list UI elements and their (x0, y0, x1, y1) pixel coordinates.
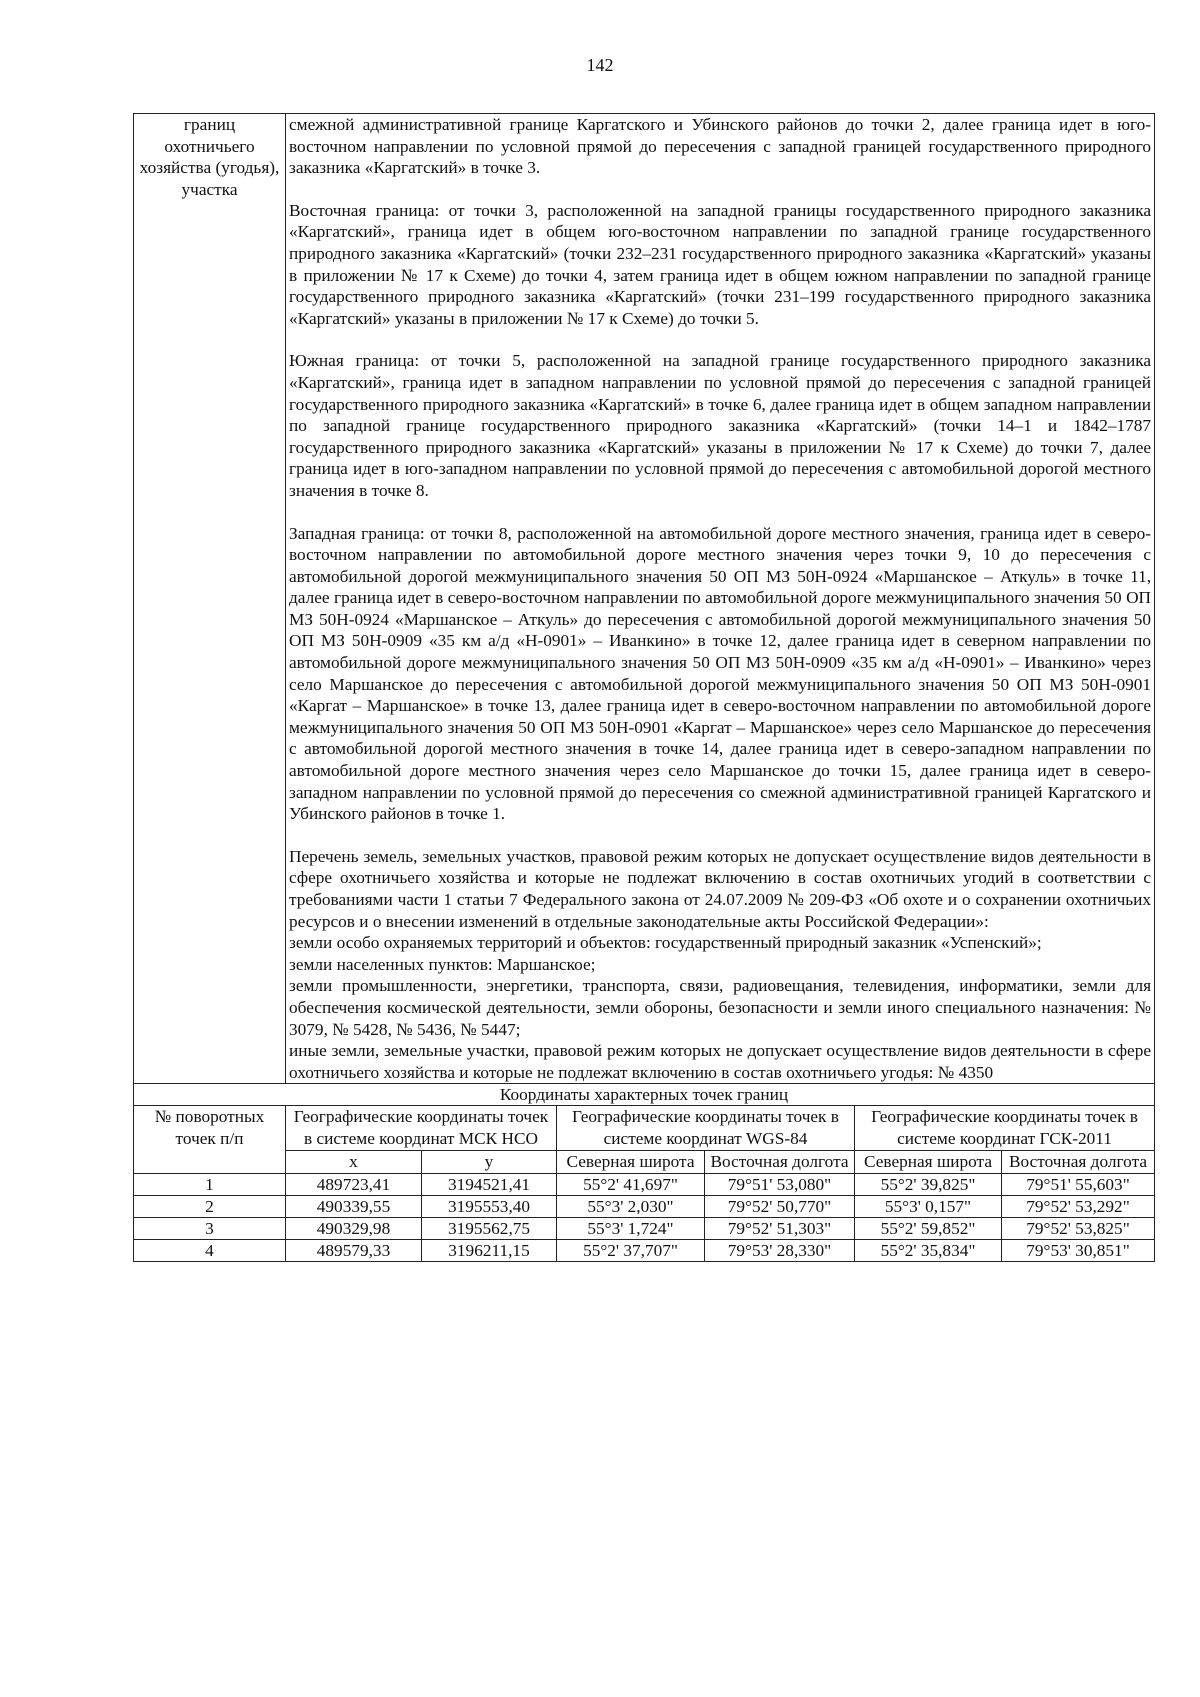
east-boundary-paragraph: Восточная граница: от точки 3, расположенной на западной границы государственного природного заказника «Каргатский», граница идет в общем юго-восточном направлении по западной границе государственного природного заказника «Каргатский» (точки 232–231 государственного природного заказника «Каргатский» указаны в приложении № 17 к Схеме) до точки 4, затем граница идет в общем южном направлении по западной границе государственного природного заказника «Каргатский» (точки 231–199 государственного природного заказника «Каргатский» указаны в приложении № 17 к Схеме) до точки 5. (289, 200, 1152, 328)
sub-wgs-lat: Северная широта (557, 1151, 705, 1174)
msk-y: 3196211,15 (422, 1240, 557, 1262)
msk-y: 3195562,75 (422, 1218, 557, 1240)
page-number: 142 (586, 55, 614, 75)
point-number: 3 (134, 1218, 286, 1240)
wgs-lon: 79°52' 50,770" (705, 1196, 855, 1218)
wgs-lon: 79°53' 28,330" (705, 1240, 855, 1262)
boundary-table (133, 113, 1155, 1262)
wgs-lat: 55°2' 37,707" (557, 1240, 705, 1262)
col-wgs84: Географические координаты точек в системе координат WGS-84 (557, 1106, 855, 1151)
sub-x: x (286, 1151, 422, 1174)
table-row (134, 1240, 1155, 1262)
col-point-number: № поворотных точек п/п (134, 1106, 286, 1174)
row-label: границ охотничьего хозяйства (угодья), участка (134, 114, 286, 1084)
msk-x: 490329,98 (286, 1218, 422, 1240)
wgs-lon: 79°51' 53,080" (705, 1174, 855, 1196)
gsk-lat: 55°3' 0,157" (855, 1196, 1002, 1218)
msk-y: 3194521,41 (422, 1174, 557, 1196)
msk-y: 3195553,40 (422, 1196, 557, 1218)
wgs-lat: 55°2' 41,697" (557, 1174, 705, 1196)
sub-gsk-lon: Восточная долгота (1002, 1151, 1155, 1174)
land-list-item: иные земли, земельные участки, правовой режим которых не допускает осуществление видов деятельности в сфере охотничьего хозяйства и которые не подлежат включению в состав охотничьего угодья: № 4350 (289, 1041, 1152, 1082)
boundary-description (286, 114, 1155, 1084)
gsk-lon: 79°53' 30,851" (1002, 1240, 1155, 1262)
msk-x: 489723,41 (286, 1174, 422, 1196)
gsk-lon: 79°51' 55,603" (1002, 1174, 1155, 1196)
sub-y: y (422, 1151, 557, 1174)
coordinates-title-row (134, 1084, 1155, 1106)
point-number: 2 (134, 1196, 286, 1218)
south-boundary-paragraph: Южная граница: от точки 5, расположенной на западной границе государственного природного заказника «Каргатский», граница идет в западном направлении по условной прямой до пересечения с западной границей государственного природного заказника «Каргатский» в точке 6, далее граница идет в общем западном направлении по западной границе государственного природного заказника «Каргатский» (точки 14–1 и 1842–1787 государственного природного заказника «Каргатский» указаны в приложении № 17 к Схеме) до точки 7, далее граница идет в юго-западном направлении по условной прямой до пересечения с автомобильной дорогой местного значения в точке 8. (289, 351, 1152, 500)
msk-x: 490339,55 (286, 1196, 422, 1218)
table-row (134, 1196, 1155, 1218)
table-row (134, 1174, 1155, 1196)
coordinates-title: Координаты характерных точек границ (134, 1084, 1155, 1106)
coordinates-subheader-row (134, 1151, 1155, 1174)
coordinates-header-row (134, 1106, 1155, 1151)
wgs-lat: 55°3' 2,030" (557, 1196, 705, 1218)
wgs-lat: 55°3' 1,724" (557, 1218, 705, 1240)
west-boundary-paragraph: Западная граница: от точки 8, расположенной на автомобильной дороге местного значения, граница идет в северо-восточном направлении по автомобильной дороге местного значения через точки 9, 10 до пересечения с автомобильной дорогой межмуниципального значения 50 ОП МЗ 50Н-0924 «Маршанское – Аткуль» в точке 11, далее граница идет в северо-восточном направлении по автомобильной дороге межмуниципального значения 50 ОП МЗ 50Н-0924 «Маршанское – Аткуль» до пересечения с автомобильной дорогой межмуниципального значения 50 ОП МЗ 50Н-0909 «35 км а/д «Н-0901» – Иванкино» в точке 12, далее граница идет в северном направлении по автомобильной дороге межмуниципального значения 50 ОП МЗ 50Н-0909 «35 км а/д «Н-0901» – Иванкино» через село Маршанское до пересечения с автомобильной дорогой межмуниципального значения 50 ОП МЗ 50Н-0901 «Каргат – Маршанское» в точке 13, далее граница идет в северо-восточном направлении по автомобильной дороге межмуниципального значения 50 ОП МЗ 50Н-0901 «Каргат – Маршанское» через село Маршанское до пересечения с автомобильной дорогой местного значения в точке 14, далее граница идет в северо-западном направлении по автомобильной дороге местного значения через село Маршанское до точки 15, далее граница идет в северо-западном направлении по условной прямой до пересечения со смежной административной границей Каргатского и Убинского районов в точке 1. (289, 523, 1152, 824)
land-list-item: земли населенных пунктов: Маршанское; (289, 954, 596, 974)
point-number: 1 (134, 1174, 286, 1196)
land-list-intro: Перечень земель, земельных участков, правовой режим которых не допускает осуществление видов деятельности в сфере охотничьего хозяйства и которые не подлежат включению в состав охотничьих угодий в соответствии с требованиями части 1 статьи 7 Федерального закона от 24.07.2009 № 209-ФЗ «Об охоте и о сохранении охотничьих ресурсов и о внесении изменений в отдельные законодательные акты Российской Федерации»: (289, 846, 1152, 931)
wgs-lon: 79°52' 51,303" (705, 1218, 855, 1240)
gsk-lat: 55°2' 35,834" (855, 1240, 1002, 1262)
land-list-item: земли промышленности, энергетики, транспорта, связи, радиовещания, телевидения, информатики, земли для обеспечения космической деятельности, земли обороны, безопасности и земли иного специального назначения: № 3079, № 5428, № 5436, № 5447; (289, 976, 1152, 1039)
gsk-lon: 79°52' 53,825" (1002, 1218, 1155, 1240)
col-msk-nso: Географические координаты точек в системе координат МСК НСО (286, 1106, 557, 1151)
msk-x: 489579,33 (286, 1240, 422, 1262)
table-row (134, 1218, 1155, 1240)
land-list-item: земли особо охраняемых территорий и объектов: государственный природный заказник «Успенский»; (289, 933, 1042, 953)
point-number: 4 (134, 1240, 286, 1262)
gsk-lat: 55°2' 59,852" (855, 1218, 1002, 1240)
sub-gsk-lat: Северная широта (855, 1151, 1002, 1174)
intro-paragraph: смежной административной границе Каргатского и Убинского районов до точки 2, далее граница идет в юго-восточном направлении по условной прямой до пересечения с западной границей государственного природного заказника «Каргатский» в точке 3. (289, 115, 1152, 178)
gsk-lon: 79°52' 53,292" (1002, 1196, 1155, 1218)
sub-wgs-lon: Восточная долгота (705, 1151, 855, 1174)
description-row (134, 114, 1155, 1084)
gsk-lat: 55°2' 39,825" (855, 1174, 1002, 1196)
col-gsk2011: Географические координаты точек в системе координат ГСК-2011 (855, 1106, 1155, 1151)
